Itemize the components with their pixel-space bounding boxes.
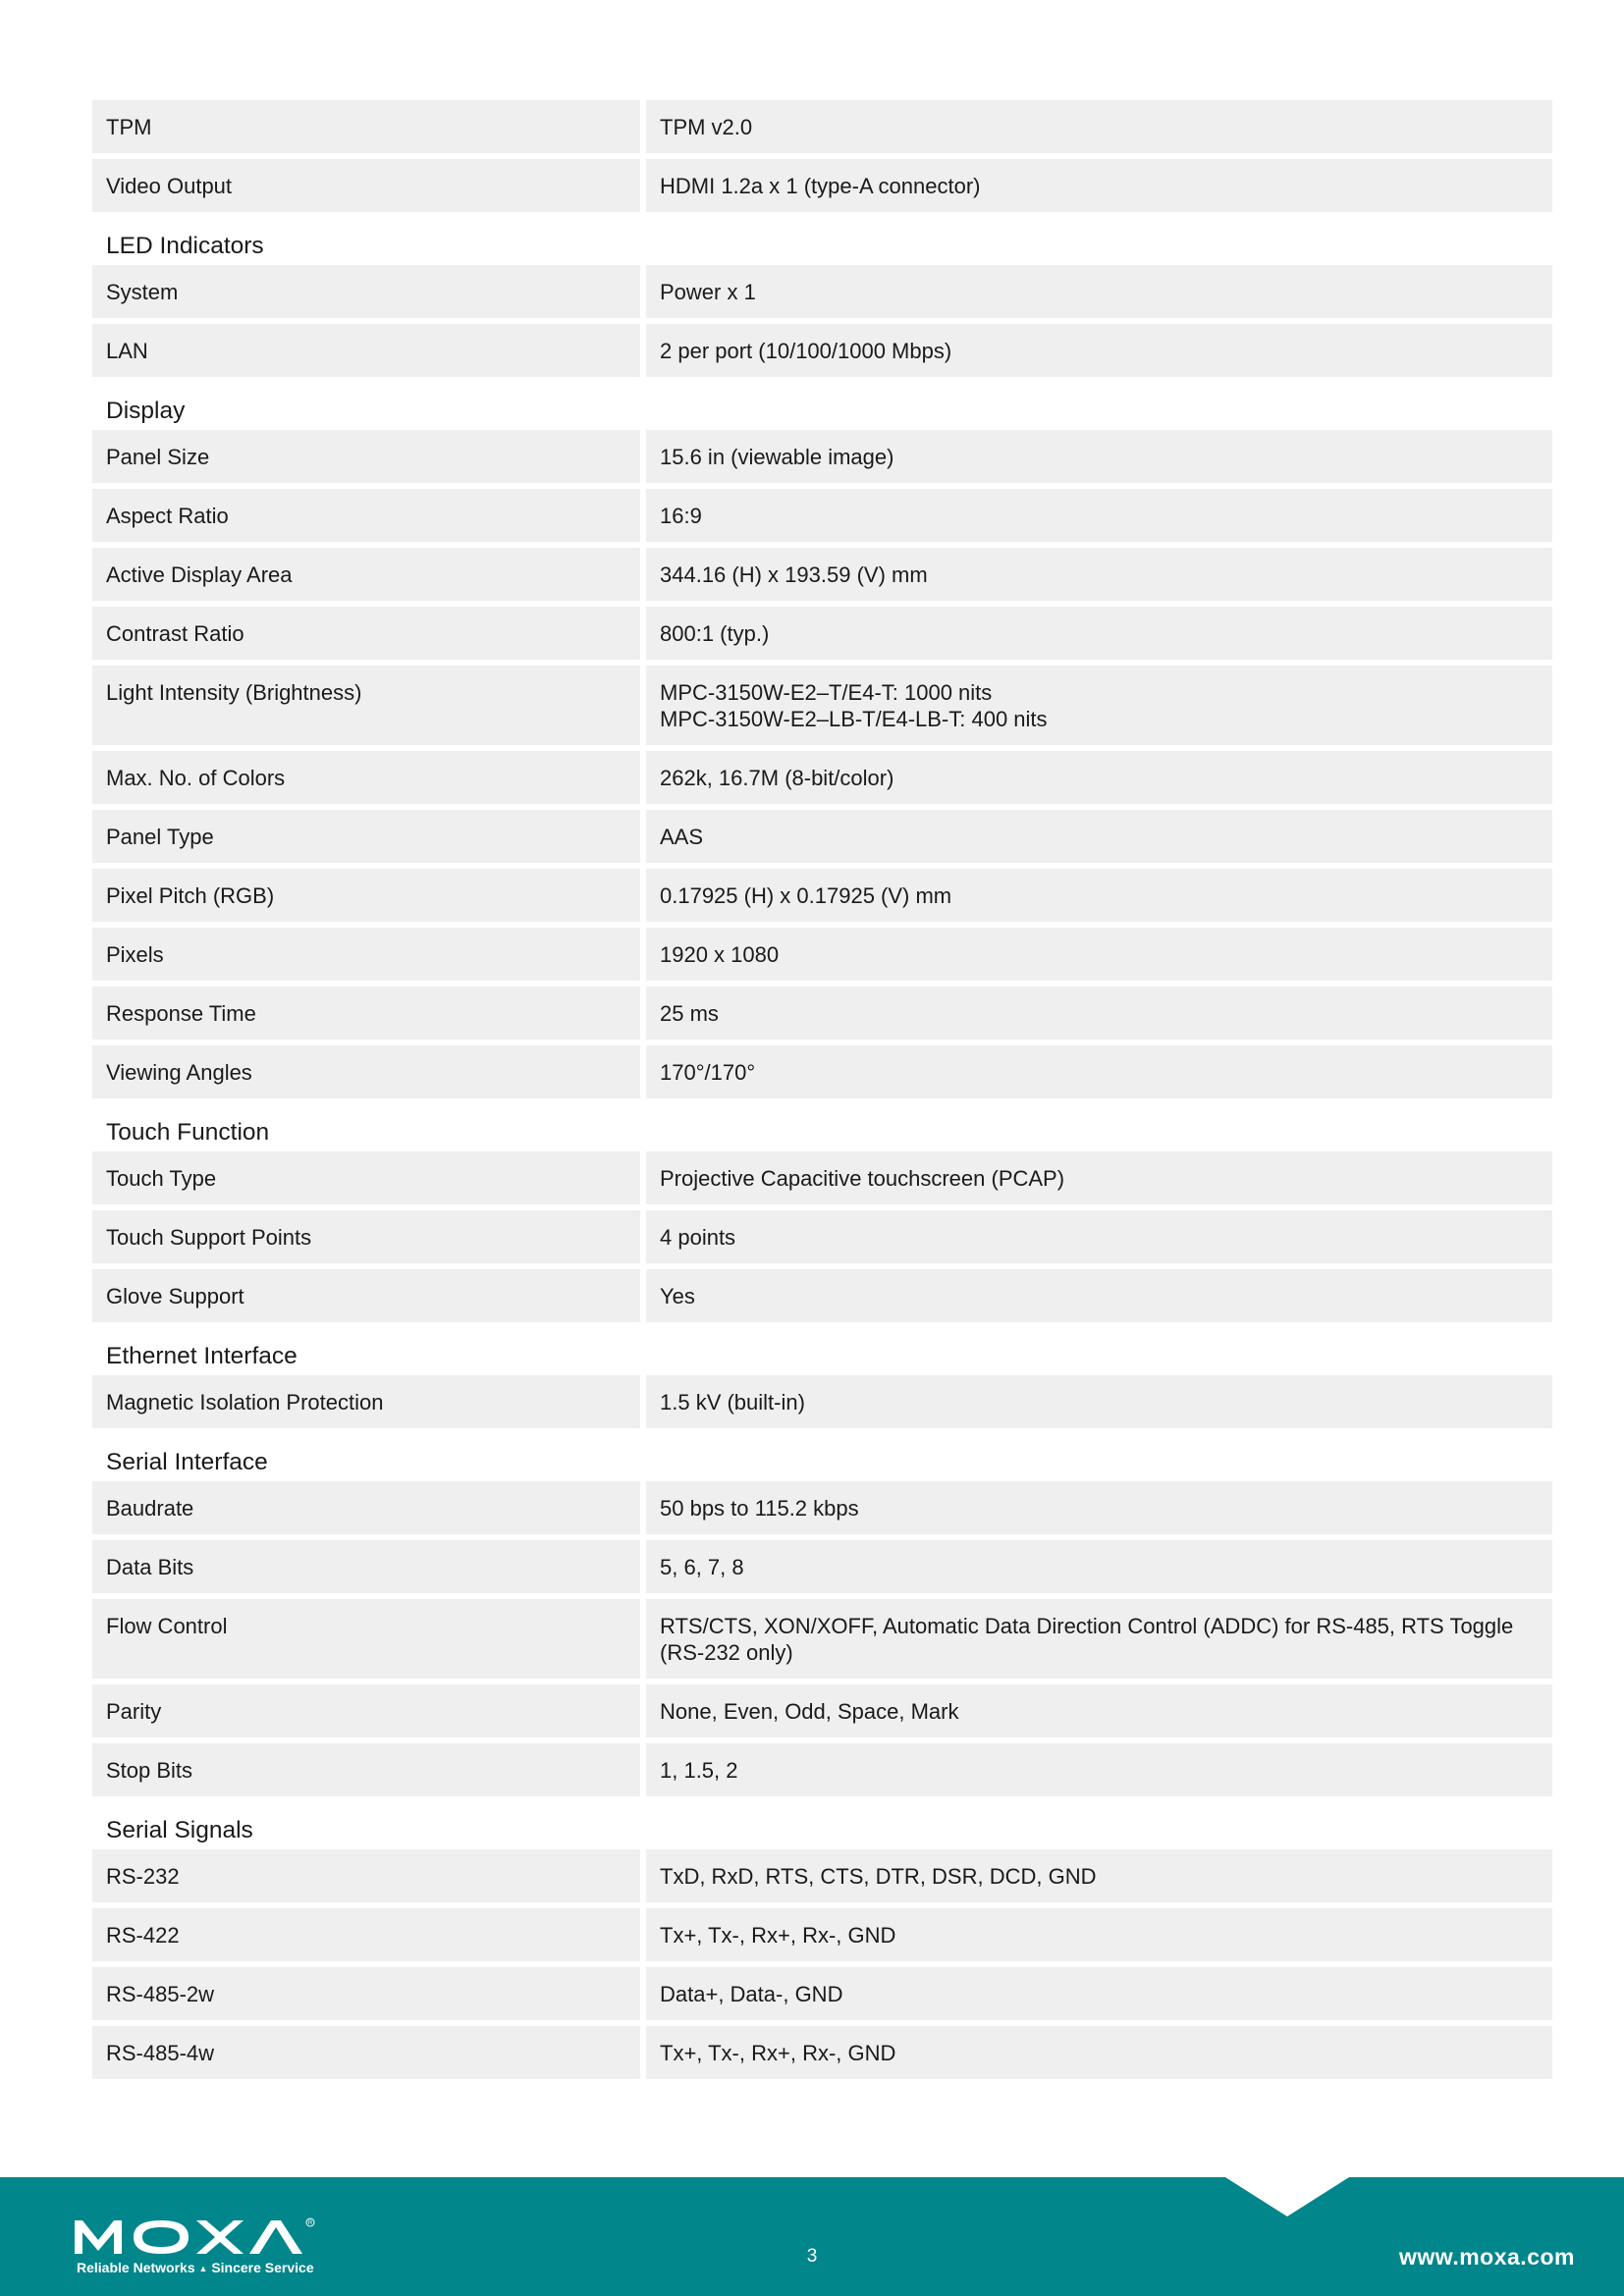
spec-row [92,1743,1552,1796]
spec-row [92,1684,1552,1737]
section-heading: LED Indicators [106,233,264,259]
spec-label: Viewing Angles [92,1045,640,1098]
spec-value: 800:1 (typ.) [646,607,1552,660]
spec-row [92,1151,1552,1204]
spec-label: Response Time [92,987,640,1040]
spec-label: RS-422 [92,1908,640,1961]
section-heading: Ethernet Interface [106,1343,298,1369]
triangle-icon: ▲ [198,2264,208,2273]
spec-row [92,1481,1552,1534]
spec-row [92,1375,1552,1428]
section-heading: Serial Signals [106,1817,253,1843]
spec-row [92,928,1552,981]
spec-value: AAS [646,810,1552,863]
website-link[interactable]: www.moxa.com [1399,2244,1575,2269]
spec-label: Panel Type [92,810,640,863]
page-number: 3 [806,2246,818,2267]
tagline-right: Sincere Service [211,2260,314,2275]
spec-value: 25 ms [646,987,1552,1040]
spec-label: Glove Support [92,1269,640,1322]
spec-label: RS-485-4w [92,2026,640,2079]
spec-label: Panel Size [92,430,640,483]
spec-label: Stop Bits [92,1743,640,1796]
spec-label: Pixel Pitch (RGB) [92,869,640,922]
spec-row [92,1540,1552,1593]
spec-row [92,1045,1552,1098]
spec-label: Touch Type [92,1151,640,1204]
section-heading: Display [106,398,186,424]
spec-value: HDMI 1.2a x 1 (type-A connector) [646,159,1552,212]
spec-table [92,100,1552,2085]
spec-label: Light Intensity (Brightness) [92,666,640,745]
spec-row [92,548,1552,601]
spec-value: TxD, RxD, RTS, CTS, DTR, DSR, DCD, GND [646,1849,1552,1902]
footer-notch [1225,2177,1349,2216]
spec-label: Touch Support Points [92,1210,640,1263]
spec-row [92,869,1552,922]
spec-value: MPC-3150W-E2–T/E4-T: 1000 nits MPC-3150W-E2–LB-T/E4-LB-T: 400 nits [646,666,1552,745]
spec-row [92,751,1552,804]
spec-value: 4 points [646,1210,1552,1263]
spec-value: Projective Capacitive touchscreen (PCAP) [646,1151,1552,1204]
spec-label: Max. No. of Colors [92,751,640,804]
spec-value: 1.5 kV (built-in) [646,1375,1552,1428]
spec-row [92,1210,1552,1263]
spec-label: RS-232 [92,1849,640,1902]
spec-label: Baudrate [92,1481,640,1534]
spec-label: Parity [92,1684,640,1737]
spec-row [92,430,1552,483]
spec-row [92,1269,1552,1322]
spec-value: None, Even, Odd, Space, Mark [646,1684,1552,1737]
spec-value: 170°/170° [646,1045,1552,1098]
spec-label: Data Bits [92,1540,640,1593]
spec-label: LAN [92,324,640,377]
spec-value: 15.6 in (viewable image) [646,430,1552,483]
svg-text:R: R [307,2220,313,2226]
spec-value: Yes [646,1269,1552,1322]
spec-row [92,666,1552,745]
spec-row [92,987,1552,1040]
moxa-logo [75,2216,350,2256]
spec-label: Contrast Ratio [92,607,640,660]
spec-row [92,159,1552,212]
spec-value: 1920 x 1080 [646,928,1552,981]
spec-value: 262k, 16.7M (8-bit/color) [646,751,1552,804]
spec-label: TPM [92,100,640,153]
spec-value: 344.16 (H) x 193.59 (V) mm [646,548,1552,601]
spec-row [92,1967,1552,2020]
spec-row [92,607,1552,660]
tagline [77,2260,314,2275]
spec-value: 1, 1.5, 2 [646,1743,1552,1796]
spec-row [92,489,1552,542]
spec-row [92,1908,1552,1961]
spec-row [92,265,1552,318]
spec-label: Active Display Area [92,548,640,601]
spec-row [92,1599,1552,1679]
page-footer [0,2177,1624,2296]
spec-value: 16:9 [646,489,1552,542]
spec-row [92,2026,1552,2079]
spec-label: Aspect Ratio [92,489,640,542]
section-heading: Serial Interface [106,1449,268,1475]
spec-value: 2 per port (10/100/1000 Mbps) [646,324,1552,377]
spec-value: TPM v2.0 [646,100,1552,153]
spec-row [92,810,1552,863]
spec-label: RS-485-2w [92,1967,640,2020]
spec-label: Pixels [92,928,640,981]
spec-label: Magnetic Isolation Protection [92,1375,640,1428]
spec-value: 0.17925 (H) x 0.17925 (V) mm [646,869,1552,922]
spec-label: System [92,265,640,318]
spec-value: Data+, Data-, GND [646,1967,1552,2020]
tagline-left: Reliable Networks [77,2260,195,2275]
spec-row [92,100,1552,153]
spec-label: Flow Control [92,1599,640,1679]
spec-value: RTS/CTS, XON/XOFF, Automatic Data Direction Control (ADDC) for RS-485, RTS Toggle (RS-232 only) [646,1599,1552,1679]
spec-value: Tx+, Tx-, Rx+, Rx-, GND [646,2026,1552,2079]
spec-value: Power x 1 [646,265,1552,318]
spec-row [92,1849,1552,1902]
spec-value: 50 bps to 115.2 kbps [646,1481,1552,1534]
spec-value: Tx+, Tx-, Rx+, Rx-, GND [646,1908,1552,1961]
spec-row [92,324,1552,377]
section-heading: Touch Function [106,1119,270,1146]
spec-value: 5, 6, 7, 8 [646,1540,1552,1593]
spec-label: Video Output [92,159,640,212]
